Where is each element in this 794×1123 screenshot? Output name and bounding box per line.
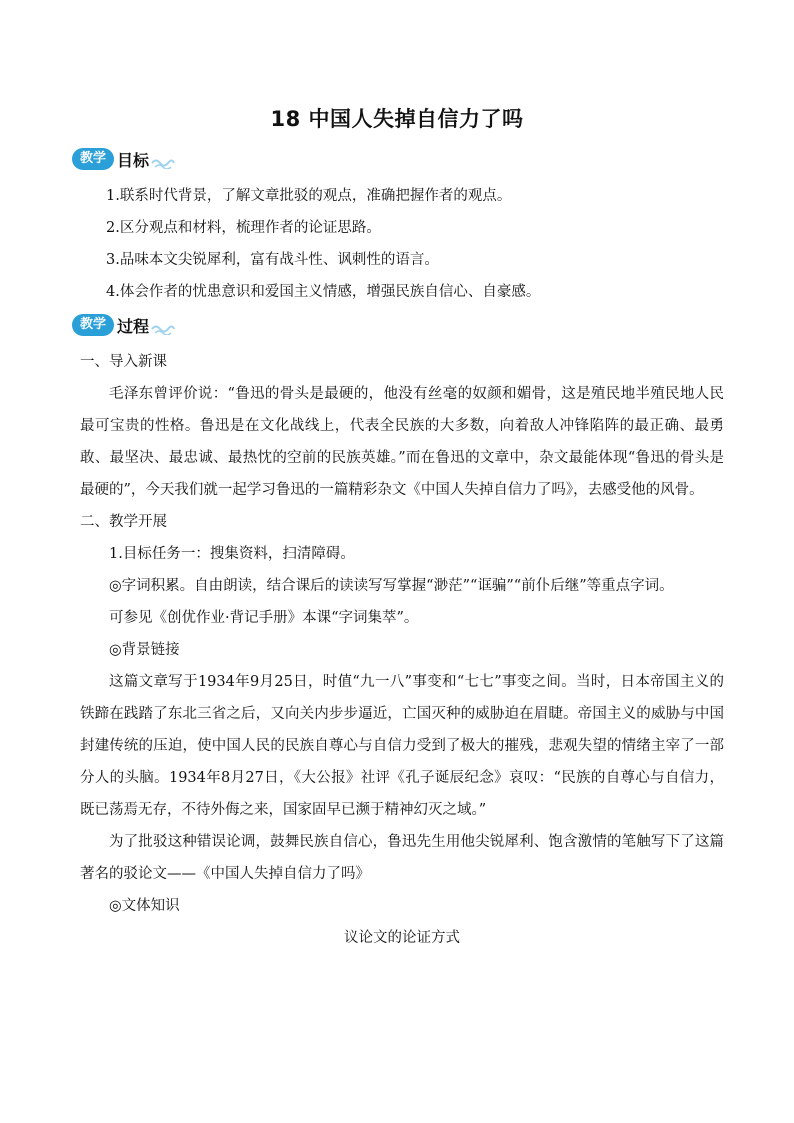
- background-heading: ◎背景链接: [109, 642, 180, 658]
- objectives-word: 目标: [117, 150, 150, 170]
- vocab-paragraph: ◎字词积累。自由朗读，结合课后的读读写写掌握“渺茫”“诓骗”“前仆后继”等重点字词。: [109, 578, 674, 594]
- task1-line: 1.目标任务一：搜集资料，扫清障碍。: [109, 546, 355, 562]
- objective-item: 3.品味本文尖锐犀利，富有战斗性、讽刺性的语言。: [106, 252, 439, 268]
- process-word: 过程: [117, 316, 150, 336]
- page-title: 18 中国人失掉自信力了吗: [270, 107, 524, 131]
- objective-item: 4.体会作者的忧患意识和爱国主义情感，增强民族自信心、自豪感。: [106, 284, 541, 300]
- objectives-header: [72, 146, 175, 172]
- wave-decoration-icon: [151, 323, 175, 335]
- genre-heading: ◎文体知识: [109, 898, 180, 914]
- objectives-badge: 教学: [72, 148, 114, 170]
- objective-item: 2.区分观点和材料，梳理作者的论证思路。: [106, 220, 381, 236]
- genre-subtitle: 议论文的论证方式: [344, 930, 460, 946]
- purpose-paragraph: 为了批驳这种错误论调，鼓舞民族自信心，鲁迅先生用他尖锐犀利、饱含激情的笔触写下了这篇著名的驳论文——《中国人失掉自信力了吗》: [80, 834, 724, 882]
- process-badge: 教学: [72, 314, 114, 336]
- wave-decoration-icon: [151, 157, 175, 169]
- objectives-list: [80, 180, 730, 308]
- background-paragraph: 这篇文章写于1934年9月25日，时值“九一八”事变和“七七”事变之间。当时，日本帝国主义的铁蹄在践踏了东北三省之后，又向关内步步逼近，亡国灭种的威胁迫在眉睫。帝国主义的威胁与中国封建传统的压迫，使中国人民的民族自尊心与自信力受到了极大的摧残，悲观失望的情绪主宰了一部分人的头脑。1934年8月27日，《大公报》社评《孔子诞辰纪念》哀叹：“民族的自尊心与自信力，既已荡焉无存，不待外侮之来，国家固早已濒于精神幻灭之域。”: [80, 674, 724, 818]
- process-header: [72, 312, 175, 338]
- part1-paragraph: 毛泽东曾评价说：“鲁迅的骨头是最硬的，他没有丝毫的奴颜和媚骨，这是殖民地半殖民地人民最可宝贵的性格。鲁迅是在文化战线上，代表全民族的大多数，向着敌人冲锋陷阵的最正确、最勇敢、最坚决、最忠诚、最热忱的空前的民族英雄。”而在鲁迅的文章中，杂文最能体现“鲁迅的骨头是最硬的”，今天我们就一起学习鲁迅的一篇精彩杂文《中国人失掉自信力了吗》，去感受他的风骨。: [80, 386, 724, 498]
- part2-heading: 二、教学开展: [80, 514, 167, 530]
- objective-item: 1.联系时代背景，了解文章批驳的观点，准确把握作者的观点。: [106, 188, 512, 204]
- vocab-reference: 可参见《创优作业·背记手册》本课“字词集萃”。: [109, 610, 419, 626]
- part1-heading: 一、导入新课: [80, 354, 167, 370]
- process-body: [80, 346, 724, 954]
